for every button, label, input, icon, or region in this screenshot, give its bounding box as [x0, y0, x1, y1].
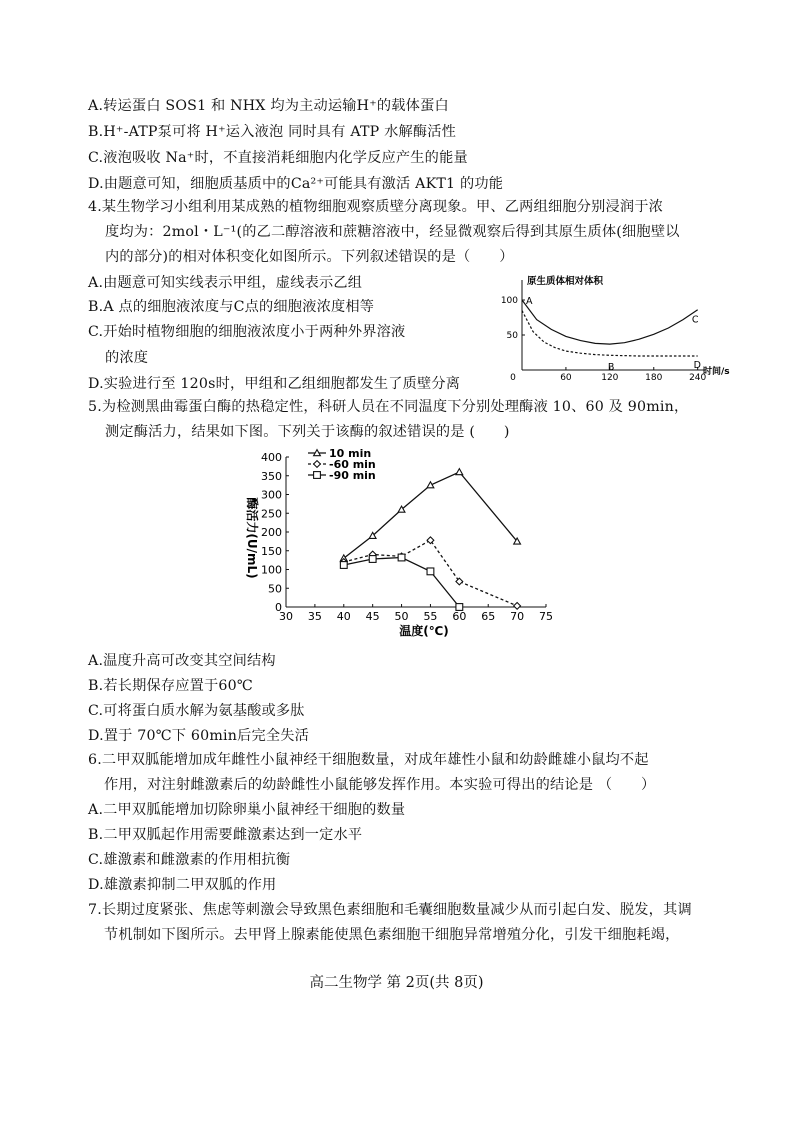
q5-stem-line2: 测定酶活力，结果如下图。下列关于该酶的叙述错误的是 ( ) [105, 424, 510, 440]
x-tick-label: 60 [452, 610, 467, 623]
enzyme-activity-chart [228, 445, 558, 645]
data-point-square [427, 568, 434, 575]
x-tick-label: 75 [539, 610, 553, 623]
point-label-a: A [526, 296, 533, 307]
y-tick-label: 50 [506, 331, 518, 341]
point-label-b: B [607, 362, 615, 373]
y-tick-label: 150 [261, 544, 282, 558]
q4-stem-line1: 4.某生物学习小组利用某成熟的植物细胞观察质壁分离现象。甲、乙两组细胞分别浸润于浓 [88, 199, 664, 215]
q3-option-d: D.由题意可知，细胞质基质中的Ca²⁺可能具有激活 AKT1 的功能 [88, 176, 504, 192]
q4-option-d: D.实验进行至 120s时，甲组和乙组细胞都发生了质壁分离 [88, 376, 461, 392]
legend-label: 10 min [329, 447, 372, 460]
x-tick-label: 55 [423, 610, 438, 623]
q4-stem-line3: 内的部分)的相对体积变化如图所示。下列叙述错误的是（ ） [105, 249, 514, 265]
chart-title: 原生质体相对体积 [527, 276, 604, 287]
q4-option-c: C.开始时植物细胞的细胞液浓度小于两种外界溶液 [88, 324, 406, 340]
x-axis-label: 时间/s [703, 367, 730, 377]
q4-option-b: B.A 点的细胞液浓度与C点的细胞液浓度相等 [88, 299, 375, 315]
q5-option-b: B.若长期保存应置于60℃ [88, 678, 253, 694]
data-point-diamond [514, 602, 521, 609]
x-tick-label: 240 [689, 373, 707, 383]
x-tick-label: 35 [307, 610, 322, 623]
x-tick-label: 70 [510, 610, 525, 623]
q4-stem-line2: 度均为：2mol・L⁻¹(的乙二醇溶液和蔗糖溶液中，经显微观察后得到其原生质体(细胞壁以 [105, 224, 680, 240]
data-point-triangle [427, 482, 434, 488]
q3-option-a: A.转运蛋白 SOS1 和 NHX 均为主动运输H⁺的载体蛋白 [88, 98, 449, 114]
x-axis-label: 温度(℃) [399, 624, 449, 638]
y-axis-label: 酶活力(U/mL) [245, 497, 259, 579]
point-label-d: D [693, 360, 702, 371]
q6-option-b: B.二甲双胍起作用需要雌激素达到一定水平 [88, 827, 363, 843]
y-tick-label: 0 [275, 601, 282, 614]
data-point-square [369, 556, 376, 563]
q7-stem-line2: 节机制如下图所示。去甲肾上腺素能使黑色素细胞干细胞异常增殖分化，引发干细胞耗竭， [104, 927, 680, 943]
x-tick-label: 120 [601, 373, 619, 383]
origin-label: 0 [510, 373, 516, 383]
q6-stem-line2: 作用，对注射雌激素后的幼龄雌性小鼠能够发挥作用。本实验可得出的结论是 （ ） [104, 777, 656, 793]
x-tick-label: 180 [645, 373, 663, 383]
x-tick-label: 65 [481, 610, 496, 623]
point-label-c: C [691, 314, 699, 326]
legend-marker-diamond [314, 461, 321, 468]
q6-stem-line1: 6.二甲双胍能增加成年雌性小鼠神经干细胞数量，对成年雄性小鼠和幼龄雌雄小鼠均不起 [88, 752, 649, 768]
y-tick-label: 350 [261, 469, 282, 483]
legend-label: -90 min [329, 469, 376, 482]
y-tick-label: 300 [261, 488, 282, 502]
x-tick-label: 50 [394, 610, 409, 623]
q4-option-a: A.由题意可知实线表示甲组，虚线表示乙组 [88, 275, 363, 291]
legend-marker-square [314, 472, 321, 479]
series-line-3 [344, 558, 460, 608]
series-line-C [522, 300, 698, 344]
x-tick-label: 60 [560, 373, 572, 383]
data-point-square [340, 562, 347, 569]
q5-option-d: D.置于 70℃下 60min后完全失活 [88, 728, 310, 744]
y-tick-label: 400 [261, 451, 282, 464]
q6-option-a: A.二甲双胍能增加切除卵巢小鼠神经干细胞的数量 [88, 802, 406, 818]
y-tick-label: 100 [500, 296, 518, 306]
q5-option-a: A.温度升高可改变其空间结构 [88, 653, 276, 669]
y-tick-label: 200 [261, 526, 282, 539]
q6-option-d: D.雄激素抑制二甲双胍的作用 [88, 877, 277, 893]
q3-option-c: C.液泡吸收 Na⁺时，不直接消耗细胞内化学反应产生的能量 [88, 150, 468, 166]
q5-stem-line1: 5.为检测黑曲霉蛋白酶的热稳定性，科研人员在不同温度下分别处理酶液 10、60 及 90min， [88, 399, 689, 415]
protoplast-volume-chart [495, 272, 730, 383]
q4-option-c-cont: 的浓度 [105, 350, 149, 366]
page-footer: 高二生物学 第 2页(共 8页) [309, 975, 484, 991]
x-tick-label: 30 [279, 610, 293, 623]
y-tick-label: 250 [261, 507, 282, 521]
legend-label: -60 min [329, 458, 376, 471]
data-point-square [398, 554, 405, 561]
data-point-triangle [456, 469, 463, 475]
q7-stem-line1: 7.长期过度紧张、焦虑等刺激会导致黑色素细胞和毛囊细胞数量减少从而引起白发、脱发，其调 [88, 902, 692, 918]
q3-option-b: B.H⁺-ATP泵可将 H⁺运入液泡 同时具有 ATP 水解酶活性 [88, 124, 457, 140]
q6-option-c: C.雄激素和雌激素的作用相抗衡 [88, 852, 291, 868]
x-tick-label: 40 [336, 610, 351, 623]
q5-option-c: C.可将蛋白质水解为氨基酸或多肽 [88, 703, 305, 719]
y-tick-label: 50 [268, 582, 282, 596]
x-tick-label: 45 [365, 610, 380, 623]
data-point-square [456, 604, 463, 611]
y-tick-label: 100 [261, 563, 282, 577]
series-line-D [522, 311, 698, 357]
